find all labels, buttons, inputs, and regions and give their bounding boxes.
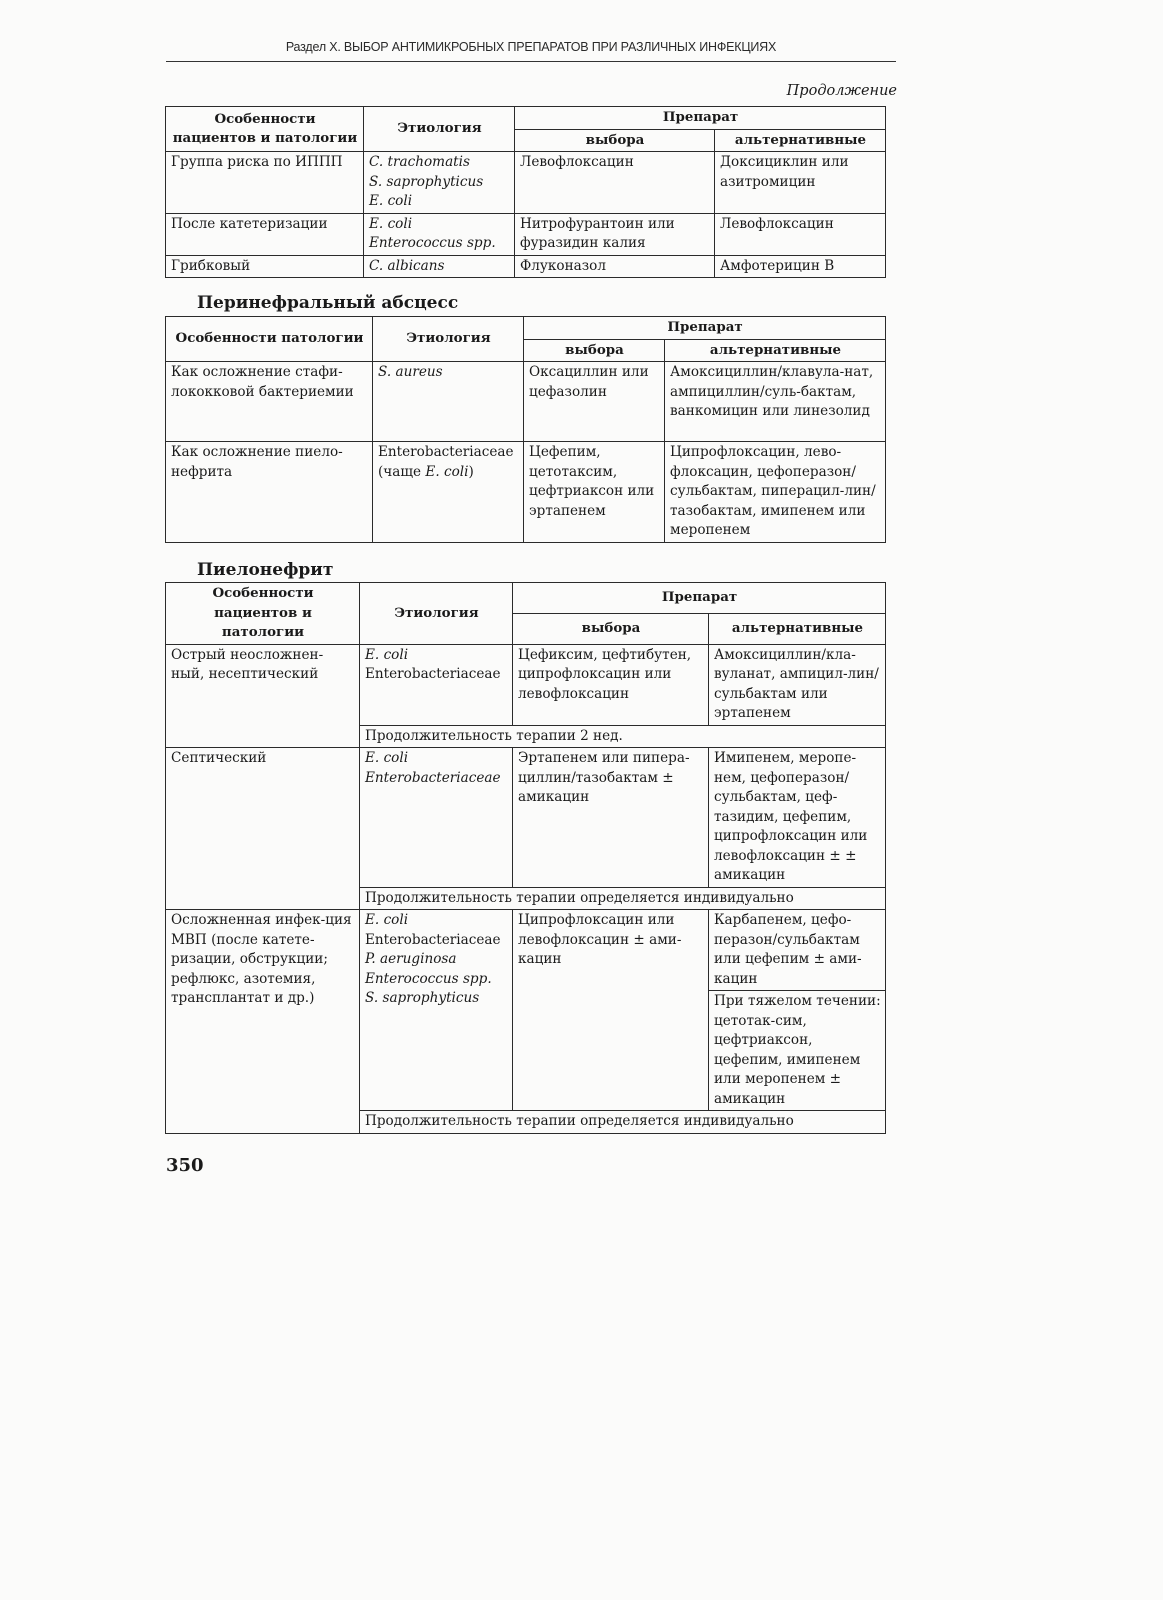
- cell-patients: Осложненная инфек-ция МВП (после катете-ризации, обструкции; рефлюкс, азотемия, трансплантат и др.): [166, 910, 360, 1134]
- etiology-item: E. coli: [425, 463, 469, 480]
- etiology-item: Enterobacteriaceae: [378, 444, 514, 460]
- cell-patients: Группа риска по ИППП: [166, 152, 364, 214]
- table-perinephric-abscess: [165, 316, 886, 543]
- etiology-item: E. coli: [365, 646, 409, 663]
- cell-choice: Цефепим, цетотаксим, цефтриаксон или эртапенем: [524, 442, 665, 543]
- table-row: [166, 213, 886, 255]
- header-choice: выбора: [513, 613, 709, 644]
- cell-alt: Доксициклин или азитромицин: [715, 152, 886, 214]
- cell-etiology: [360, 748, 513, 888]
- section-title-perinephric: Перинефральный абсцесс: [197, 293, 459, 313]
- header-drug: Препарат: [524, 317, 886, 340]
- etiology-item: E. coli: [365, 750, 409, 766]
- cell-choice: Ципрофлоксацин или левофлоксацин ± ами-кацин: [513, 910, 709, 1111]
- cell-choice: Нитрофурантоин или фуразидин калия: [515, 213, 715, 255]
- table-row: [166, 644, 886, 725]
- cell-patients: Септический: [166, 748, 360, 910]
- page-number: 350: [166, 1155, 204, 1176]
- cell-alt: Амоксициллин/кла-вуланат, ампицил-лин/сульбактам или эртапенем: [709, 644, 886, 725]
- cell-duration: Продолжительность терапии определяется индивидуально: [360, 1111, 886, 1134]
- cell-duration: Продолжительность терапии определяется индивидуально: [360, 887, 886, 910]
- cell-alt-severe: При тяжелом течении: цетотак-сим, цефтриаксон, цефепим, имипенем или меропенем ± амикацин: [709, 991, 886, 1111]
- etiology-item: C. trachomatis: [369, 154, 470, 170]
- etiology-item: E. coli: [365, 912, 409, 928]
- etiology-item: Enterobacteriaceae: [365, 931, 501, 948]
- etiology-item: Enterobacteriaceae: [365, 769, 501, 786]
- cell-etiology: [364, 213, 515, 255]
- header-alt: альтернативные: [665, 339, 886, 362]
- cell-alt: Карбапенем, цефо-перазон/сульбактам или цефепим ± ами-кацин: [709, 910, 886, 991]
- etiology-item: S. saprophyticus: [369, 173, 484, 190]
- cell-etiology: C. albicans: [364, 255, 515, 278]
- header-alt: альтернативные: [709, 613, 886, 644]
- table-pyelonephritis: [165, 582, 886, 1134]
- cell-choice: Флуконазол: [515, 255, 715, 278]
- header-choice: выбора: [524, 339, 665, 362]
- running-header: Раздел X. ВЫБОР АНТИМИКРОБНЫХ ПРЕПАРАТОВ ПРИ РАЗЛИЧНЫХ ИНФЕКЦИЯХ: [285, 40, 777, 54]
- continued-label: Продолжение: [786, 83, 897, 99]
- cell-choice: Оксациллин или цефазолин: [524, 362, 665, 442]
- table-row: [166, 442, 886, 543]
- table-row: [166, 362, 886, 442]
- etiology-item: (чаще: [378, 463, 426, 480]
- cell-alt: Амфотерицин B: [715, 255, 886, 278]
- table-row: [166, 255, 886, 278]
- cell-etiology: S. aureus: [373, 362, 524, 442]
- cell-etiology: [364, 152, 515, 214]
- cell-alt: Амоксициллин/клавула-нат, ампициллин/суль-бактам, ванкомицин или линезолид: [665, 362, 886, 442]
- header-rule: [166, 61, 896, 62]
- etiology-item: P. aeruginosa: [365, 951, 457, 967]
- header-patients: Особенности пациентов и патологии: [166, 583, 360, 645]
- etiology-item: Enterococcus spp.: [365, 970, 492, 987]
- cell-patients: Острый неосложнен-ный, несептический: [166, 644, 360, 748]
- etiology-item: E. coli: [369, 215, 413, 232]
- cell-etiology: [373, 442, 524, 543]
- cell-patients: Как осложнение стафи-лококковой бактериемии: [166, 362, 373, 442]
- etiology-item: S. saprophyticus: [365, 990, 480, 1006]
- table-row: [166, 152, 886, 214]
- cell-choice: Левофлоксацин: [515, 152, 715, 214]
- header-patients: Особенности пациентов и патологии: [166, 107, 364, 152]
- header-etiology: Этиология: [360, 583, 513, 645]
- section-title-pyelonephritis: Пиелонефрит: [197, 560, 334, 580]
- cell-etiology: [360, 910, 513, 1111]
- header-etiology: Этиология: [373, 317, 524, 362]
- cell-alt: Имипенем, меропе-нем, цефоперазон/ сульбактам, цеф-тазидим, цефепим, ципрофлоксацин или левофлоксацин ± ± амикацин: [709, 748, 886, 888]
- etiology-item: Enterococcus spp.: [369, 235, 496, 251]
- etiology-item: ): [468, 463, 474, 480]
- header-drug: Препарат: [515, 107, 886, 130]
- header-patients: Особенности патологии: [166, 317, 373, 362]
- table-uti-continued: [165, 106, 886, 278]
- header-alt: альтернативные: [715, 129, 886, 152]
- table-row: [166, 748, 886, 888]
- etiology-item: Enterobacteriaceae: [365, 666, 501, 682]
- cell-choice: Эртапенем или пипера-циллин/тазобактам ± амикацин: [513, 748, 709, 888]
- cell-patients: Как осложнение пиело-нефрита: [166, 442, 373, 543]
- cell-patients: После катетеризации: [166, 213, 364, 255]
- cell-duration: Продолжительность терапии 2 нед.: [360, 725, 886, 748]
- header-choice: выбора: [515, 129, 715, 152]
- cell-etiology: [360, 644, 513, 725]
- header-drug: Препарат: [513, 583, 886, 614]
- cell-choice: Цефиксим, цефтибутен, ципрофлоксацин или левофлоксацин: [513, 644, 709, 725]
- cell-alt: Левофлоксацин: [715, 213, 886, 255]
- cell-patients: Грибковый: [166, 255, 364, 278]
- header-etiology: Этиология: [364, 107, 515, 152]
- cell-alt: Ципрофлоксацин, лево-флоксацин, цефоперазон/ сульбактам, пиперацил-лин/тазобактам, имипенем или меропенем: [665, 442, 886, 543]
- etiology-item: E. coli: [369, 193, 413, 209]
- table-row: [166, 910, 886, 991]
